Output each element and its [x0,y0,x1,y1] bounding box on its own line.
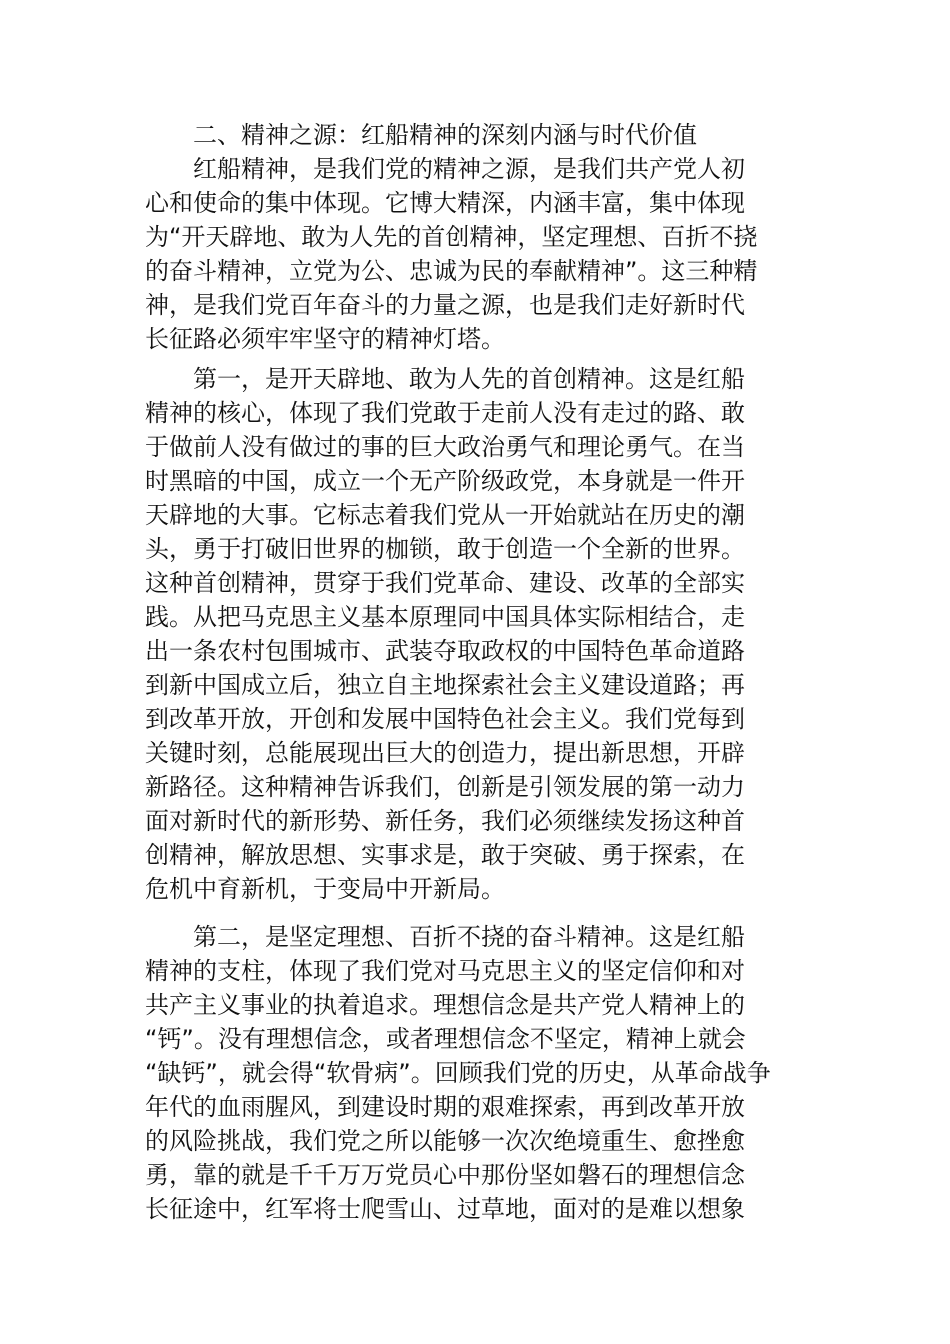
paragraph-line: 这种首创精神，贯穿于我们党革命、建设、改革的全部实 [145,569,745,597]
paragraph-line: 于做前人没有做过的事的巨大政治勇气和理论勇气。在当 [145,433,745,461]
paragraph-line: 共产主义事业的执着追求。理想信念是共产党人精神上的 [145,991,745,1019]
paragraph-line: 创精神，解放思想、实事求是，敢于突破、勇于探索，在 [145,841,745,869]
paragraph-line: 的奋斗精神，立党为公、忠诚为民的奉献精神”。这三种精 [145,257,758,285]
paragraph-line: 精神的支柱，体现了我们党对马克思主义的坚定信仰和对 [145,957,745,985]
paragraph-line: “钙”。没有理想信念，或者理想信念不坚定，精神上就会 [145,1025,746,1053]
paragraph-line: 头，勇于打破旧世界的枷锁，敢于创造一个全新的世界。 [145,535,745,563]
paragraph-line: 到改革开放，开创和发展中国特色社会主义。我们党每到 [145,705,745,733]
paragraph-line: 的风险挑战，我们党之所以能够一次次绝境重生、愈挫愈 [145,1127,745,1155]
paragraph-line: 关键时刻，总能展现出巨大的创造力，提出新思想，开辟 [145,739,745,767]
paragraph-line: 新路径。这种精神告诉我们，创新是引领发展的第一动力 [145,773,745,801]
section-heading: 二、精神之源：红船精神的深刻内涵与时代价值 [193,121,697,149]
paragraph-line: 精神的核心，体现了我们党敢于走前人没有走过的路、敢 [145,399,745,427]
paragraph-line: 心和使命的集中体现。它博大精深，内涵丰富，集中体现 [145,189,745,217]
paragraph-line: 践。从把马克思主义基本原理同中国具体实际相结合，走 [145,603,745,631]
paragraph-line: “缺钙”，就会得“软骨病”。回顾我们党的历史，从革命战争 [145,1059,771,1087]
paragraph-line: 勇，靠的就是千千万万党员心中那份坚如磐石的理想信念 [145,1161,745,1189]
paragraph-line: 危机中育新机，于变局中开新局。 [145,875,505,903]
paragraph-line: 时黑暗的中国，成立一个无产阶级政党，本身就是一件开 [145,467,745,495]
paragraph-line: 长征路必须牢牢坚守的精神灯塔。 [145,325,505,353]
paragraph-line: 天辟地的大事。它标志着我们党从一开始就站在历史的潮 [145,501,745,529]
paragraph-line: 红船精神，是我们党的精神之源，是我们共产党人初 [193,155,745,183]
paragraph-line: 为“开天辟地、敢为人先的首创精神，坚定理想、百折不挠 [145,223,758,251]
paragraph-line: 第一，是开天辟地、敢为人先的首创精神。这是红船 [193,365,745,393]
paragraph-line: 面对新时代的新形势、新任务，我们必须继续发扬这种首 [145,807,745,835]
paragraph-line: 年代的血雨腥风，到建设时期的艰难探索，再到改革开放 [145,1093,745,1121]
paragraph-line: 出一条农村包围城市、武装夺取政权的中国特色革命道路 [145,637,745,665]
paragraph-line: 到新中国成立后，独立自主地探索社会主义建设道路；再 [145,671,745,699]
paragraph-line: 神，是我们党百年奋斗的力量之源，也是我们走好新时代 [145,291,745,319]
paragraph-line: 第二，是坚定理想、百折不挠的奋斗精神。这是红船 [193,923,745,951]
paragraph-line: 长征途中，红军将士爬雪山、过草地，面对的是难以想象 [145,1195,745,1223]
